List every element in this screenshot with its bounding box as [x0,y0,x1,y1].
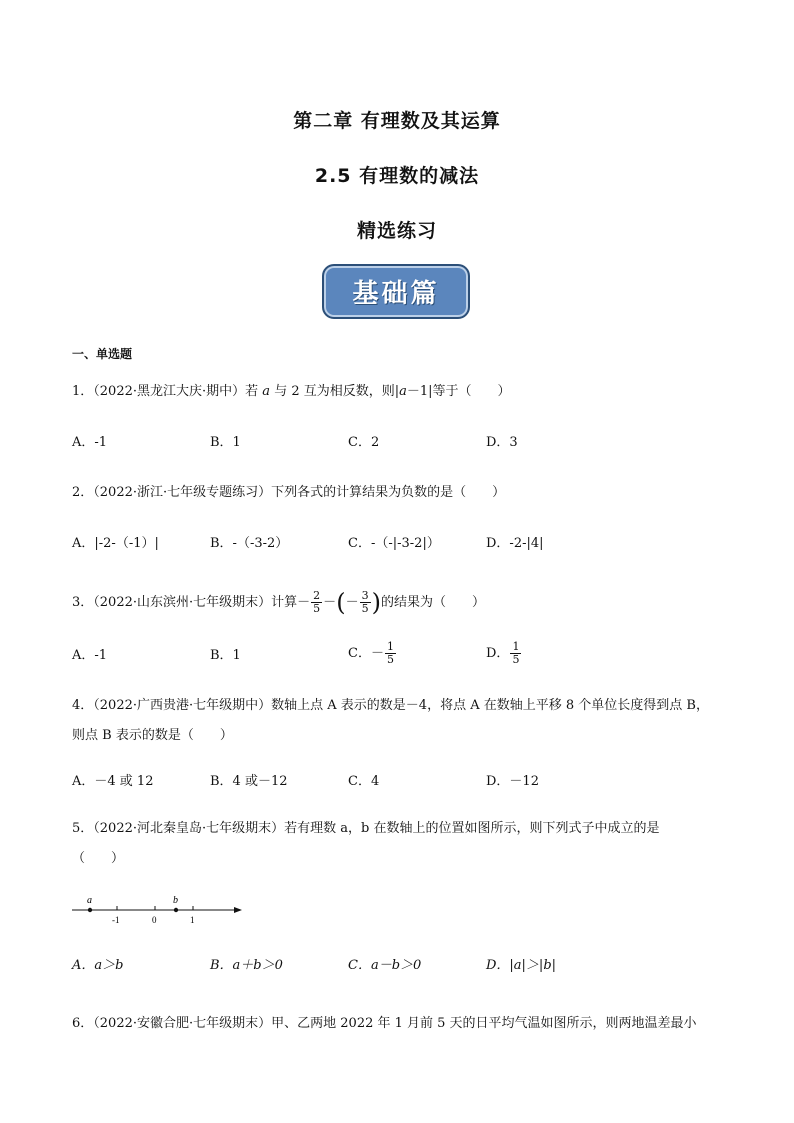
sign: － [323,595,337,610]
paren: ( [336,588,346,617]
option-b: B．a＋b＞0 [210,958,283,973]
question-number: 1． [72,384,94,399]
question-source: （2022·山东滨州·七年级期末） [93,595,272,610]
question-text: 若有理数 a，b 在数轴上的位置如图所示，则下列式子中成立的是 [284,821,660,836]
question-source: （2022·安徽合肥·七年级期末） [93,1016,272,1031]
option-d: D．3 [486,435,518,450]
question-number: 5． [72,821,94,836]
question-source: （2022·黑龙江大庆·期中） [93,384,246,399]
question-number: 3． [72,595,94,610]
label-b: b [173,895,178,906]
arrow-head-icon [234,907,242,913]
level-banner [322,264,470,319]
question-2 [72,484,505,502]
question-1 [72,383,511,401]
question-4-line2: 则点 B 表示的数是（ ） [72,728,233,743]
question-number: 6． [72,1016,94,1031]
numerator: 1 [512,640,520,653]
question-text: 与 2 互为相反数，则| [274,384,400,399]
subtitle: 精选练习 [356,220,437,242]
fraction [360,590,371,615]
option-b: B．1 [210,648,241,663]
question-source: （2022·浙江·七年级专题练习） [93,485,272,500]
option-a: A．－4 或 12 [72,774,154,789]
tick-label-one: 1 [190,915,195,925]
tick-label-zero: 0 [152,915,157,925]
question-text: 的结果为（ ） [380,595,485,610]
banner-label: 基础篇 [352,279,440,309]
option-label: D． [486,646,510,661]
option-a: A．-1 [72,648,108,663]
option-b: B．4 或－12 [210,774,288,789]
sign: － [345,595,359,610]
question-text: 数轴上点 A 表示的数是－4，将点 A 在数轴上平移 8 个单位长度得到点 B， [271,698,709,713]
question-text: 若 [245,384,259,399]
option-c: C．a－b＞0 [348,958,422,973]
option-c: C．2 [348,435,380,450]
numerator: 2 [313,589,321,602]
question-4 [72,697,709,715]
option-c [348,641,397,666]
label-a: a [87,895,92,906]
question-text: 计算 [271,595,298,610]
fraction [385,641,396,666]
denominator: 5 [512,653,520,666]
chapter-title: 第二章 有理数及其运算 [293,110,501,132]
option-d: D．－12 [486,774,539,789]
option-a: A．|-2-（-1）| [72,536,159,551]
denominator: 5 [313,602,321,615]
option-c: C．4 [348,774,380,789]
point-b [174,908,178,912]
numerator: 3 [361,589,369,602]
sign: － [370,646,384,661]
question-text: 甲、乙两地 2022 年 1 月前 5 天的日平均气温如图所示，则两地温差最小 [271,1016,697,1031]
question-number: 4． [72,698,94,713]
section-heading: 一、单选题 [72,347,133,361]
point-a [88,908,92,912]
fraction [311,590,322,615]
denominator: 5 [361,602,369,615]
question-6 [72,1015,697,1033]
fraction [510,641,521,666]
option-label: C． [348,646,371,661]
sign: － [297,595,311,610]
lesson-title: 2.5 有理数的减法 [314,165,480,187]
number-line [70,893,250,925]
numerator: 1 [386,640,394,653]
question-source: （2022·河北秦皇岛·七年级期末） [93,821,285,836]
option-a: A．a＞b [72,958,124,973]
question-5 [72,820,659,838]
option-a: A．-1 [72,435,108,450]
question-text: 下列各式的计算结果为负数的是（ ） [271,485,506,500]
paren: ) [371,588,381,617]
tick-label-minus-one: -1 [112,915,120,925]
question-text: －1|等于（ ） [406,384,511,399]
question-5-line2: （ ） [72,851,125,866]
denominator: 5 [386,653,394,666]
option-d [486,641,522,666]
variable: a [399,384,407,399]
option-b: B．1 [210,435,241,450]
option-b: B．-（-3-2） [210,536,289,551]
option-c: C．-（-|-3-2|） [348,536,440,551]
option-d: D．|a|＞|b| [486,958,557,973]
question-3 [72,590,485,615]
question-number: 2． [72,485,94,500]
question-source: （2022·广西贵港·七年级期中） [93,698,272,713]
option-d: D．-2-|4| [486,536,544,551]
variable: a [262,384,271,399]
